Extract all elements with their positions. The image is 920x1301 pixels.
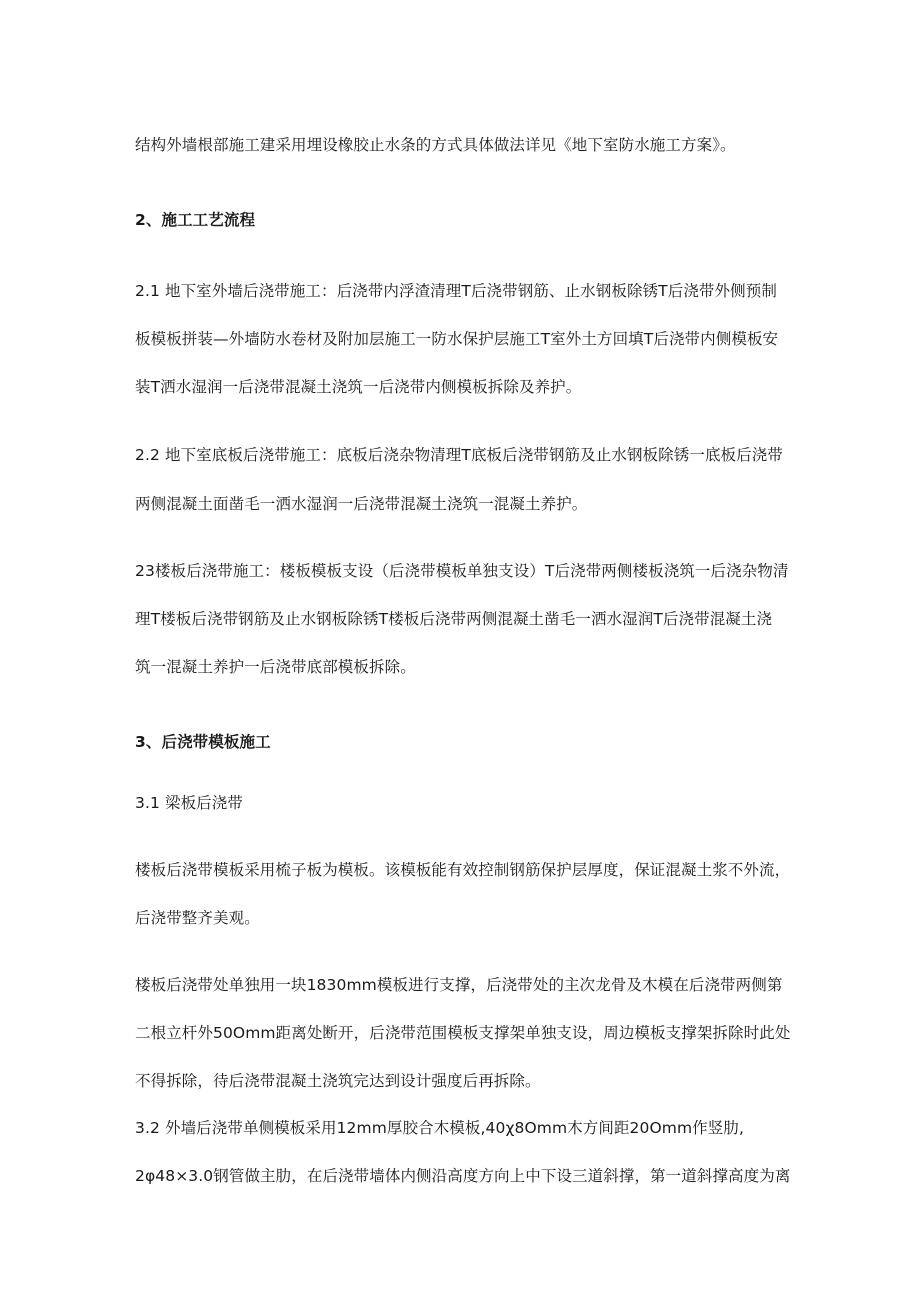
paragraph-slab-support-line-2: 二根立杆外50Omm距离处断开，后浇带范围模板支撑架单独支设，周边模板支撑架拆除时此处 [135,1024,791,1042]
paragraph-3-2-line-1: 3.2 外墙后浇带单侧模板采用12mm厚胶合木模板,40χ8Omm木方间距20Omm作竖肋, [135,1119,745,1137]
paragraph-2-1-line-1: 2.1 地下室外墙后浇带施工：后浇带内浮渣清理T后浇带钢筋、止水钢板除锈T后浇带外侧预制 [135,282,777,300]
paragraph-2-1-line-2: 板模板拼装—外墙防水卷材及附加层施工一防水保护层施工T室外土方回填T后浇带内侧模板安 [135,330,779,348]
paragraph-2-3-line-3: 筑一混凝土养护一后浇带底部模板拆除。 [135,658,416,676]
paragraph-slab-formwork-line-1: 楼板后浇带模板采用梳子板为模板。该模板能有效控制钢筋保护层厚度，保证混凝土浆不外流， [135,861,791,879]
paragraph-3-2-line-2: 2φ48×3.0钢管做主肋，在后浇带墙体内侧沿高度方向上中下设三道斜撑，第一道斜撑高度为离 [135,1167,791,1185]
paragraph-2-3-line-1: 23楼板后浇带施工：楼板模板支设（后浇带模板单独支设）T后浇带两侧楼板浇筑一后浇杂物清 [135,562,789,580]
paragraph-2-2-line-2: 两侧混凝土面凿毛一洒水湿润一后浇带混凝土浇筑一混凝土养护。 [135,495,588,513]
paragraph-slab-formwork-line-2: 后浇带整齐美观。 [135,909,260,927]
paragraph-slab-support-line-3: 不得拆除，待后浇带混凝土浇筑完达到设计强度后再拆除。 [135,1072,541,1090]
subheading-3-1: 3.1 梁板后浇带 [135,794,243,812]
heading-formwork-construction: 3、后浇带模板施工 [135,733,271,751]
paragraph-waterproof-note: 结构外墙根部施工建采用埋设橡胶止水条的方式具体做法详见《地下室防水施工方案》。 [135,136,736,154]
paragraph-slab-support-line-1: 楼板后浇带处单独用一块1830mm模板进行支撑，后浇带处的主次龙骨及木模在后浇带两侧第 [135,976,783,994]
paragraph-2-2-line-1: 2.2 地下室底板后浇带施工：底板后浇杂物清理T底板后浇带钢筋及止水钢板除锈一底板后浇带 [135,446,783,464]
paragraph-2-3-line-2: 理T楼板后浇带钢筋及止水钢板除锈T楼板后浇带两侧混凝土凿毛一洒水湿润T后浇带混凝土浇 [135,610,773,628]
paragraph-2-1-line-3: 装T洒水湿润一后浇带混凝土浇筑一后浇带内侧模板拆除及养护。 [135,378,582,396]
heading-construction-process: 2、施工工艺流程 [135,211,256,229]
